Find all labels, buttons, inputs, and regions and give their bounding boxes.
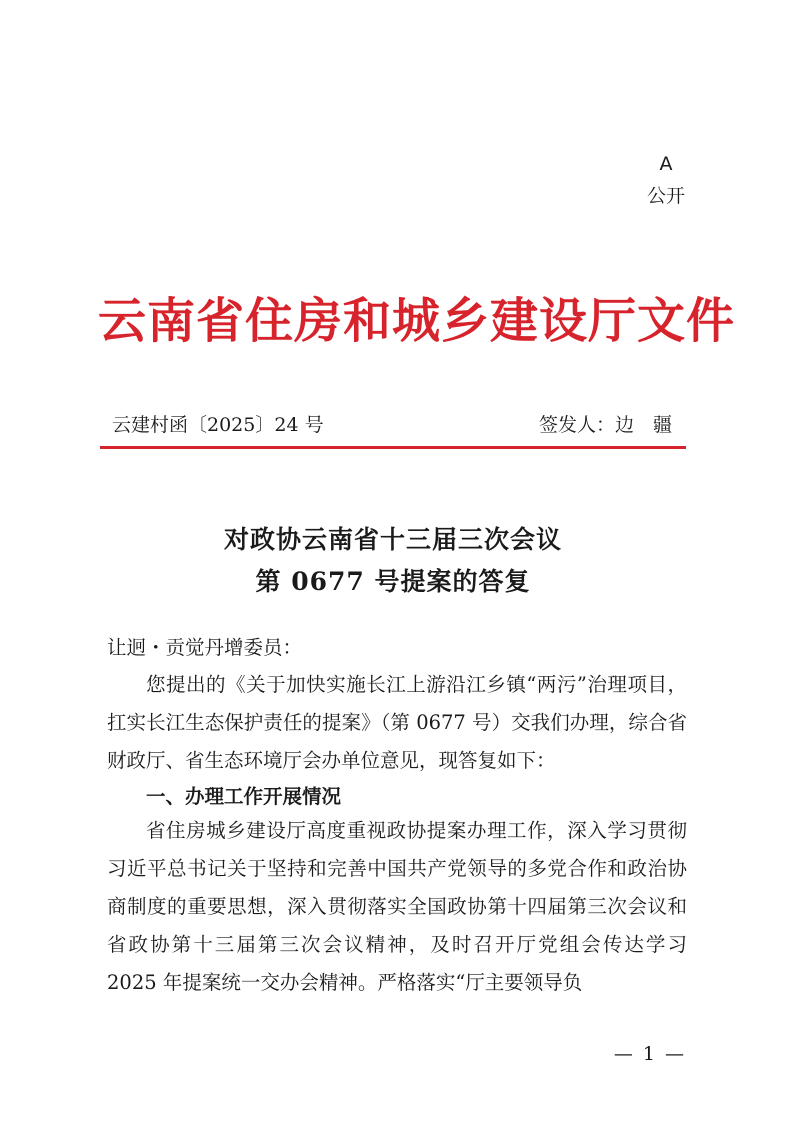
section-heading-1: 一、办理工作开展情况 (146, 785, 342, 808)
page-number: — 1 — (613, 1043, 686, 1065)
salutation: 让迥・贡觉丹增委员： (107, 636, 303, 659)
disclosure-label: 公开 (646, 185, 685, 207)
signer-label: 签发人：边 疆 (538, 414, 672, 436)
red-separator-line (100, 446, 686, 449)
body-paragraph-2: 省住房城乡建设厅高度重视政协提案办理工作，深入学习贯彻习近平总书记关于坚持和完善中国共产党领导的多党合作和政治协商制度的重要思想，深入贯彻落实全国政协第十四届第三次会议和省政协第十三届第三次会议精神，及时召开厅党组会传达学习 2025 年提案统一交办会精神。严格落实“厅主要领导负 (107, 819, 687, 994)
classification-grade: A (659, 153, 673, 175)
issuer-header-title: 云南省住房和城乡建设厅文件 (98, 293, 736, 349)
reference-row (112, 410, 672, 437)
document-number: 云建村函〔2025〕24 号 (112, 414, 324, 436)
classification-block (647, 148, 685, 212)
document-title-line-2: 第 0677 号提案的答复 (255, 567, 531, 596)
document-title-line-1: 对政协云南省十三届三次会议 (223, 525, 562, 554)
body-paragraph-1: 您提出的《关于加快实施长江上游沿江乡镇“两污”治理项目，扛实长江生态保护责任的提案》（第 0677 号）交我们办理，综合省财政厅、省生态环境厅会办单位意见，现答复如下： (107, 673, 687, 772)
